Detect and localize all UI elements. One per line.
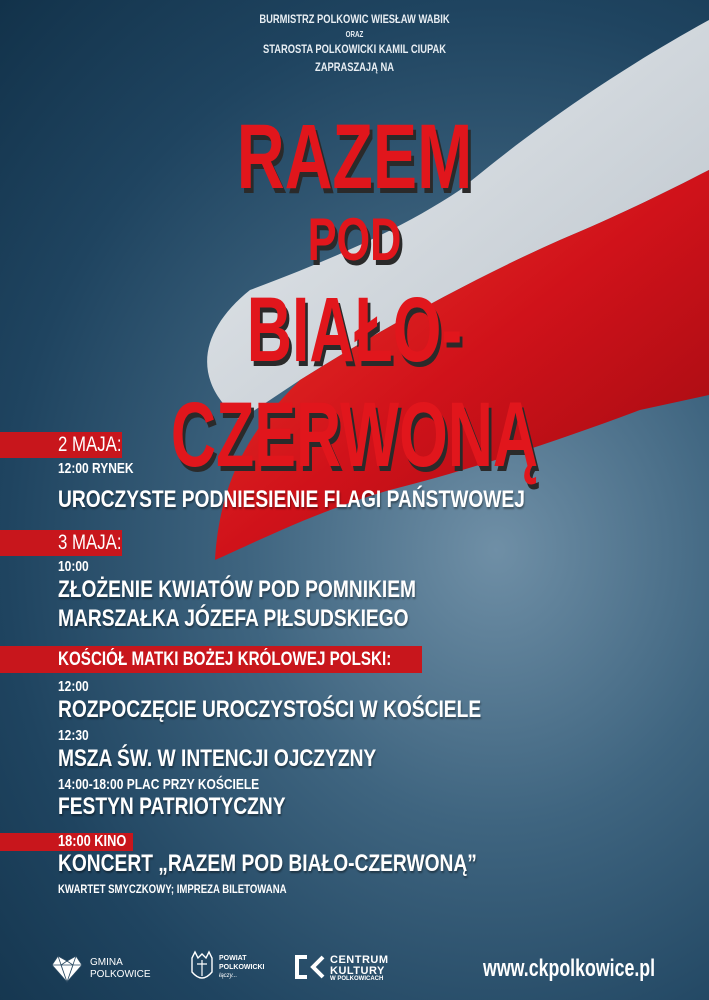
church-time-3: 14:00-18:00 PLAC PRZY KOŚCIELE	[58, 776, 260, 793]
gmina-heart-logo-icon	[50, 953, 84, 983]
day1-time: 12:00 RYNEK	[58, 460, 134, 477]
invite-line: ZAPRASZAJĄ NA	[314, 60, 395, 74]
church-time-1: 12:00	[58, 678, 89, 695]
powiat-logo-line-1: POWIAT	[219, 955, 247, 962]
organizer-line-2: STAROSTA POLKOWICKI KAMIL CIUPAK	[262, 42, 447, 56]
gmina-logo-line-2: POLKOWICE	[90, 969, 151, 980]
website-link[interactable]: www.ckpolkowice.pl	[483, 955, 656, 982]
day2-label: 3 MAJA:	[58, 531, 122, 554]
day2-time: 10:00	[58, 558, 89, 575]
church-event-3: FESTYN PATRIOTYCZNY	[58, 793, 286, 820]
day2-event-line-2: MARSZAŁKA JÓZEFA PIŁSUDSKIEGO	[58, 605, 409, 632]
footer	[0, 945, 709, 990]
cinema-note: KWARTET SMYCZKOWY; IMPREZA BILETOWANA	[58, 882, 287, 896]
powiat-logo-line-3: łączy...	[219, 973, 238, 979]
powiat-logo-line-2: POLKOWICKI	[219, 964, 265, 971]
cinema-label: 18:00 KINO	[58, 833, 127, 850]
church-event-2: MSZA ŚW. W INTENCJI OJCZYZNY	[58, 745, 377, 772]
organizer-conjunction: ORAZ	[345, 30, 364, 39]
day2-event-line-1: ZŁOŻENIE KWIATÓW POD POMNIKIEM	[58, 576, 417, 603]
church-time-2: 12:30	[58, 727, 89, 744]
centrum-kultury-logo-icon	[293, 954, 327, 980]
powiat-crest-icon	[190, 950, 214, 984]
church-event-1: ROZPOCZĘCIE UROCZYSTOŚCI W KOŚCIELE	[58, 696, 482, 723]
title-line-2: POD	[307, 206, 402, 273]
day1-event: UROCZYSTE PODNIESIENIE FLAGI PAŃSTWOWEJ	[58, 486, 525, 513]
gmina-logo-line-1: GMINA	[90, 957, 123, 968]
ck-logo-line-3: W POLKOWICACH	[330, 976, 384, 982]
ck-logo-line-2: KULTURY	[330, 965, 385, 977]
ck-logo-line-1: CENTRUM	[330, 954, 389, 966]
cinema-event: KONCERT „RAZEM POD BIAŁO-CZERWONĄ”	[58, 850, 477, 877]
title-line-3: BIAŁO-CZERWONĄ	[170, 279, 539, 486]
church-label: KOŚCIÓŁ MATKI BOŻEJ KRÓLOWEJ POLSKI:	[58, 649, 392, 670]
day1-label: 2 MAJA:	[58, 433, 122, 456]
title-line-1: RAZEM	[236, 106, 473, 208]
organizer-line-1: BURMISTRZ POLKOWIC WIESŁAW WABIK	[259, 12, 450, 26]
